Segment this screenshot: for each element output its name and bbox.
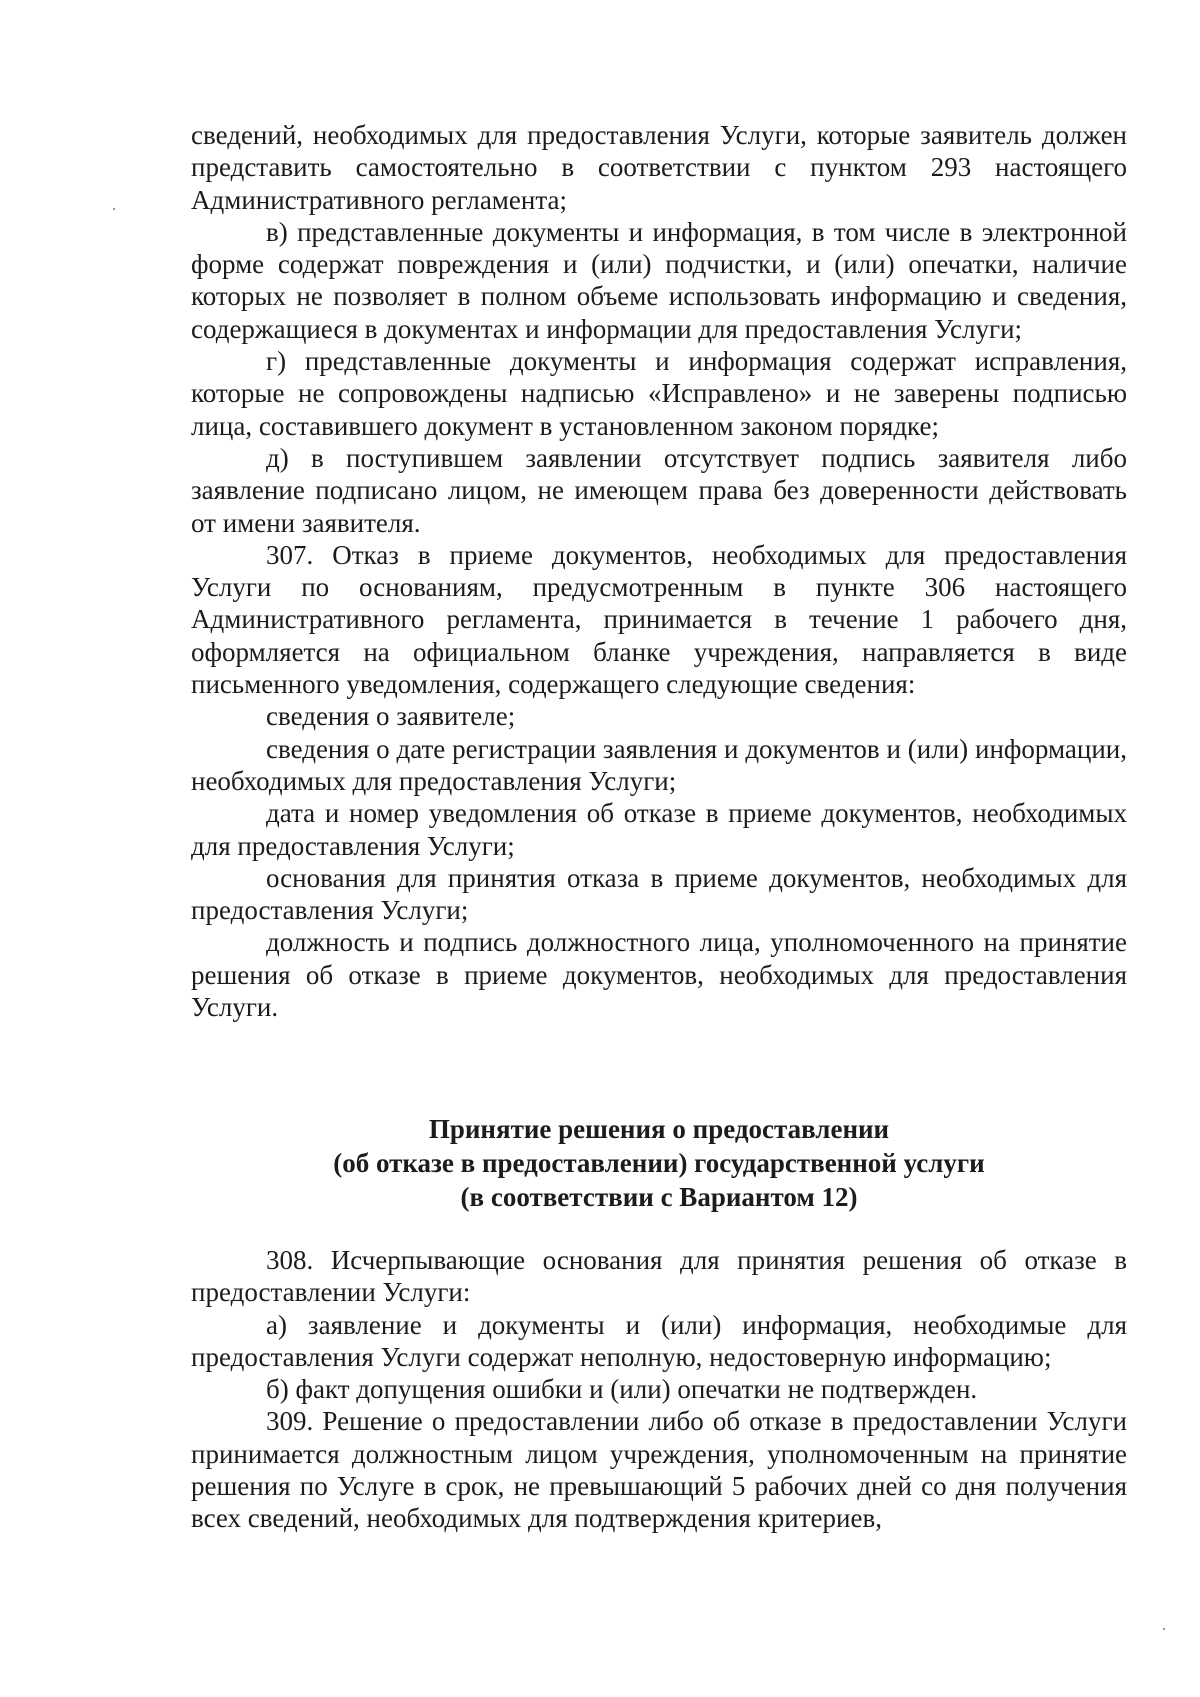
paragraph-item-g: г) представленные документы и информация содержат исправления, которые не сопровождены надписью «Исправлено» и не заверены подписью лица, составившего документ в установленном законом порядке; <box>191 346 1127 441</box>
heading-line-3: (в соответствии с Вариантом 12) <box>460 1182 858 1212</box>
paragraph-item-d: д) в поступившем заявлении отсутствует подпись заявителя либо заявление подписано лицом, не имеющем права без доверенности действовать от имени заявителя. <box>191 442 1127 538</box>
paragraph-item-v: в) представленные документы и информация, в том числе в электронной форме содержат повреждения и (или) подчистки, и (или) опечатки, наличие которых не позволяет в полном объеме использовать информацию и сведения, содержащиеся в документах и информации для предоставления Услуги; <box>191 216 1127 344</box>
paragraph-item-b: б) факт допущения ошибки и (или) опечатки не подтвержден. <box>266 1374 978 1405</box>
list-item-applicant-info: сведения о заявителе; <box>266 701 516 732</box>
paragraph-308: 308. Исчерпывающие основания для принятия решения об отказе в предоставлении Услуги: <box>191 1245 1127 1308</box>
list-item-notice-date-number: дата и номер уведомления об отказе в приеме документов, необходимых для предоставления Услуги; <box>191 798 1127 861</box>
list-item-refusal-grounds: основания для принятия отказа в приеме документов, необходимых для предоставления Услуги; <box>191 862 1127 926</box>
paragraph-item-a: а) заявление и документы и (или) информация, необходимые для предоставления Услуги содержат неполную, недостоверную информацию; <box>191 1309 1127 1372</box>
scan-speck <box>1163 1628 1165 1630</box>
body-text-bottom <box>191 1244 1127 1535</box>
section-heading <box>191 1112 1127 1214</box>
list-item-official-signature: должность и подпись должностного лица, уполномоченного на принятие решения об отказе в приеме документов, необходимых для предоставления Услуги. <box>191 927 1127 1023</box>
scan-speck <box>113 208 115 210</box>
paragraph-continuation: сведений, необходимых для предоставления Услуги, которые заявитель должен представить самостоятельно в соответствии с пунктом 293 настоящего Административного регламента; <box>191 120 1127 215</box>
list-item-registration-date: сведения о дате регистрации заявления и документов и (или) информации, необходимых для предоставления Услуги; <box>191 733 1127 796</box>
body-text-top <box>191 119 1127 1023</box>
heading-line-1: Принятие решения о предоставлении <box>428 1114 890 1144</box>
paragraph-309: 309. Решение о предоставлении либо об отказе в предоставлении Услуги принимается должностным лицом учреждения, уполномоченным на принятие решения по Услуге в срок, не превышающий 5 рабочих дней со дня получения всех сведений, необходимых для подтверждения критериев, <box>191 1406 1127 1534</box>
paragraph-307: 307. Отказ в приеме документов, необходимых для предоставления Услуги по основаниям, предусмотренным в пункте 306 настоящего Административного регламента, принимается в течение 1 рабочего дня, оформляется на официальном бланке учреждения, направляется в виде письменного уведомления, содержащего следующие сведения: <box>191 539 1127 700</box>
heading-line-2: (об отказе в предоставлении) государственной услуги <box>333 1148 985 1178</box>
